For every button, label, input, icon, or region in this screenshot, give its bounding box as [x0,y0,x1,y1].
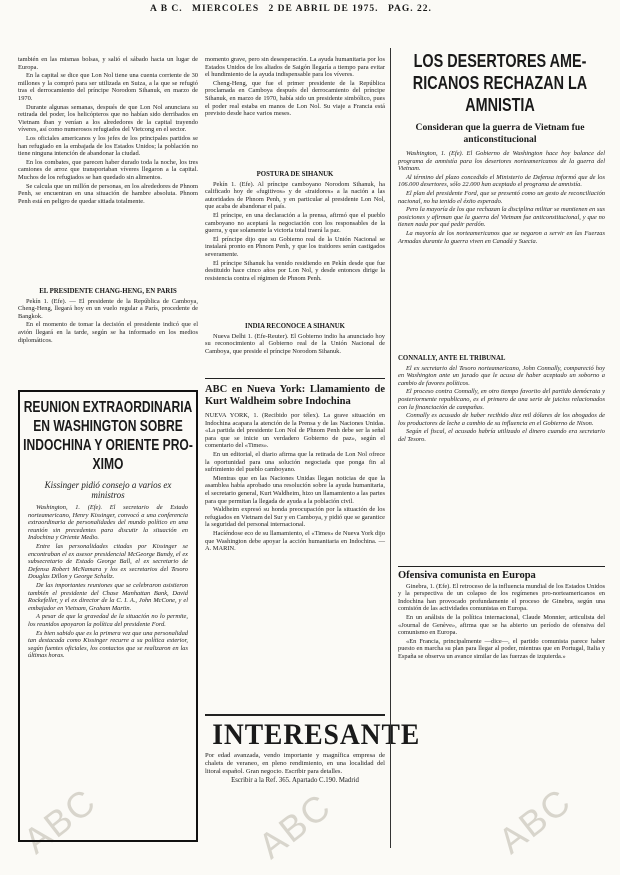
section-subtitle: POSTURA DE SIHANUK [256,171,334,178]
section-subtitle: EL PRESIDENTE CHANG-HENG, EN PARIS [39,288,177,295]
paragraph: En el momento de tomar la decisión el presidente indicó que el avión llegará en la tarde, según se ha informado en los medios diplomáticos. [18,321,198,344]
paragraph: momento grave, pero sin desesperación. La ayuda humanitaria por los Estados Unidos de los aliados de Saigón llegaría a tiempo para evitar el hundimiento de la ayuda indispensable para los víveres. [205,56,385,79]
paragraph: también en las mismas bolsas, y salió el sábado hacia un lugar de Europa. [18,56,198,71]
paragraph: En la capital se dice que Lon Nol tiene una cuenta corriente de 30 millones y la compró para ser utilizada en Suiza, a la que se refugió tras el derrocamiento del príncipe Norodom Sihanuk, en marzo de 1970. [18,72,198,102]
box-headline-line: EN WASHINGTON SOBRE [33,418,183,435]
headline-subtitle: Consideran que la guerra de Vietnam fue anticonstitucional [415,122,585,145]
newspaper-name: A B C. [150,4,183,14]
paragraph: «En Francia, principalmente —dice—, el partido comunista parece haber puesto en marcha su plan para llegar al poder, mientras que en Portugal, Italia y España se observa un avance similar de las fuerzas de izquierda.» [398,637,605,660]
waldheim-article [205,382,385,712]
paragraph: Cheng-Heng, que fue el primer presidente de la República proclamada en Camboya después del derrocamiento del príncipe Sihanuk, en marzo de 1970, había sido un presidente simbólico, pues el poder real estaba en manos de Lon Nol. Su viaje a Francia está previsto desde hace varios meses. [205,79,385,118]
divider [398,566,605,567]
ad-headline: INTERESANTE [212,718,421,751]
paragraph: Pekín 1. (Efe). Al príncipe camboyano Norodom Sihanuk, ha calificado hoy de «fugitivos» y de «traidores» a la nación a las autoridades de Phnom Penh, y en particular al presidente Lon Nol, que acaba de abandonar el país. [205,180,385,211]
weekday: MIERCOLES [192,4,260,14]
paragraph: Es bien sabido que es la primera vez que una personalidad tan destacada como Kissinger recurre a su política exterior, según fuentes oficiales, los contactos que se realizaron en las últimas horas. [28,629,188,660]
paragraph: El proceso contra Connally, en otro tiempo favorito del partido demócrata y posteriormente republicano, es el primero de una serie de juicios relacionados con la financiación de campañas. [398,388,605,411]
watermark: ABC [250,784,339,867]
column-2-article [205,56,385,166]
india-section [205,320,385,375]
paragraph: Se calcula que un millón de personas, en los alrededores de Phnom Penh, se encuentran en una situación de hambre absoluta. Phnom Penh está en peligro de quedar sitiada totalmente. [18,182,198,205]
paragraph: Pero la mayoría de los que rechazan la disciplina militar se mantienen en sus posiciones y afirman que la guerra del Vietnam fue anticonstitucional, y que no tienen nada por qué pedir perdón. [398,206,605,229]
paragraph: Al término del plazo concedido el Ministerio de Defensa informó que de los 106.000 desertores, sólo 22.000 han aceptado el programa de amnistía. [398,173,605,189]
paragraph: En un análisis de la política internacional, Claude Monnier, articulista del «Journal de Genève», afirma que se ha abierto un período de ofensiva del comunismo en Europa. [398,613,605,637]
section-subtitle: CONNALLY, ANTE EL TRIBUNAL [398,355,506,362]
connally-section [398,353,605,563]
box-headline-line: INDOCHINA Y ORIENTE PRO- [23,437,193,454]
paragraph: Pekín 1. (Efe). — El presidente de la República de Camboya, Cheng-Heng, llegará hoy en un vuelo regular a París, procedente de Bangkok. [18,297,198,320]
column-1-article [18,56,198,282]
paragraph: Washington, 1. (Efe). El secretario de Estado norteamericano, Henry Kissinger, convocó a una conferencia extraordinaria de personalidades del mundo político en una reunión sin precedentes para discutir la situación en Indochina y Oriente Medio. [28,504,188,542]
paragraph: Nueva Delhi 1. (Efe-Reuter). El Gobierno indio ha anunciado hoy su reconocimiento al Gobierno real de la Unión Nacional de Camboya, que preside el príncipe Norodom Sihanuk. [205,332,385,355]
ad-body: Por edad avanzada, vendo importante y magnífica empresa de chalets de veraneo, en pleno rendimiento, en una localidad del litoral español. Gran negocio. Escribir para detalles. [205,752,385,775]
paragraph: Los oficiales americanos y los jefes de los principales partidos se han refugiado en la embajada de los Estados Unidos; la población no tiene ninguna intención de abandonar la ciudad. [18,134,198,158]
desertores-article [398,150,605,350]
paragraph: Connally es acusado de haber recibido diez mil dólares de los abogados de los productores de leche a cambio de su influencia en el Gobierno de Nixon. [398,412,605,427]
date: 2 DE ABRIL DE 1975. [268,4,379,14]
chang-heng-section [18,285,198,385]
box-subtitle: Kissinger pidió consejo a varios ex ministros [44,480,172,500]
paragraph: Entre las personalidades citadas por Kissinger se encontraban el ex asesor presidencial McGeorge Bundy, el ex subsecretario de Estado George Ball, el ex secretario de Defensa Robert McNamara y los ex secretarios del Tesoro Douglas Dillon y George Schultz. [28,542,188,581]
paragraph: Waldheim expresó su honda preocupación por la situación de los refugiados en Vietnam del Sur y en Camboya, y pidió que se garantice la seguridad del personal internacional. [205,506,385,529]
box-body [28,504,188,660]
washington-meeting-box [18,390,198,842]
sihanuk-section [205,168,385,318]
paragraph: A pesar de que la gravedad de la situación no lo permite, los reunidos apoyaron la política del presidente Ford. [28,613,188,628]
paragraph: El príncipe dijo que su Gobierno real de la Unión Nacional se instalará pronto en Phnom Penh, y que los traidores serán castigados severamente. [205,235,385,258]
box-headline-line: REUNION EXTRAORDINARIA [23,399,193,416]
paragraph: Mientras que en las Naciones Unidas llegan noticias de que la asamblea había aprobado una resolución sobre la ayuda humanitaria, el secretario general, Kurt Waldheim, hizo un llamamiento a las partes para que permitan la llegada de ayuda a la población civil. [205,474,385,505]
headline-line: AMNISTIA [465,95,535,115]
divider [205,714,385,716]
paragraph: Hacíéndose eco de su llamamiento, el «Times» de Nueva York dijo que Washington debe apoyar la acción humanitaria en Indochina. — A. MARIN. [205,529,385,553]
section-subtitle: INDIA RECONOCE A SIHANUK [245,323,345,330]
desertores-headline [395,50,605,148]
headline-line: RICANOS RECHAZAN LA [412,73,588,93]
headline-line: LOS DESERTORES AME- [413,51,587,71]
paragraph: El plan del presidente Ford, que se presentó como un gesto de reconciliación nacional, no ha tenido el éxito esperado. [398,189,605,205]
paragraph: La mayoría de los norteamericanos que se negaron a servir en las Fuerzas Armadas durante la guerra viven en Canadá y Suecia. [398,229,605,245]
column-divider [390,48,391,848]
paragraph: En un editorial, el diario afirma que la retirada de Lon Nol ofrece la oportunidad para una solución negociada que ponga fin al sufrimiento del pueblo camboyano. [205,450,385,474]
paragraph: De las importantes reuniones que se celebraron asistieron también el presidente del Chase Manhattan Bank, David Rockefeller, y el ex director de la C. I. A., John McCone, y el embajador en Vietnam, Graham Martin. [28,581,188,612]
page-header [150,4,470,14]
classified-ad [205,718,421,842]
divider [205,378,385,379]
paragraph: Según el fiscal, el acusado habría utilizado el dinero cuando era secretario del Tesoro. [398,428,605,443]
paragraph: El príncipe, en una declaración a la prensa, afirmó que el pueblo camboyano no aceptará la negociación con los responsables de la guerra, y que solamente la victoria total traerá la paz. [205,211,385,235]
ofensiva-article [398,570,605,790]
paragraph: El ex secretario del Tesoro norteamericano, John Connally, compareció hoy en Washington ante un jurado que le acusa de haber aceptado un soborno a cambio de favores políticos. [398,364,605,387]
article-headline: Ofensiva comunista en Europa [398,570,536,581]
article-headline: ABC en Nueva York: Llamamiento de Kurt Waldheim sobre Indochina [205,384,385,407]
page-number: PAG. 22. [387,4,432,14]
paragraph: Ginebra, 1. (Efe). El retroceso de la influencia mundial de los Estados Unidos y la perspectiva de un colapso de los regímenes pro-norteamericanos en Indochina han provocado profundamente el proceso de Ginebra, según una comisión de las actividades comunistas en Europa. [398,582,605,613]
watermark: ABC [15,779,104,862]
watermark: ABC [490,779,579,862]
paragraph: NUEVA YORK, 1. (Recibido por télex). La grave situación en Indochina acapara la atención de la Prensa y de las Naciones Unidas. «La partida del presidente Lon Nol de Phnom Penh debe ser la señal para que se inicie un verdadero Gobierno de paz», según el comentario del «Times». [205,412,385,450]
box-headline-line: XIMO [92,456,124,473]
paragraph: El príncipe Sihanuk ha venido residiendo en Pekín desde que fue destituido hace cinco años por Lon Nol, y desde entonces dirige la resistencia contra el régimen de Phnom Penh. [205,259,385,282]
paragraph: Washington, 1. (Efe). El Gobierno de Washington hace hoy balance del programa de amnistía para los desertores norteamericanos de la guerra del Vietnam. [398,150,605,173]
ad-reference: Escribir a la Ref. 365. Apartado C.190. Madrid [231,777,359,785]
paragraph: En los combates, que parecen haber durado toda la noche, los tres camiones de arroz que transportaban víveres llegaron a la capital. Muchos de los refugiados se han quedado sin alimentos. [18,158,198,181]
paragraph: Durante algunas semanas, después de que Lon Nol anunciara su retirada del poder, los helicópteros que no habían sido derribados en Vietnam iban y venían a los alrededores de la capital trayendo víveres, así como numerosos refugiados del Vietcong en el sector. [18,103,198,134]
